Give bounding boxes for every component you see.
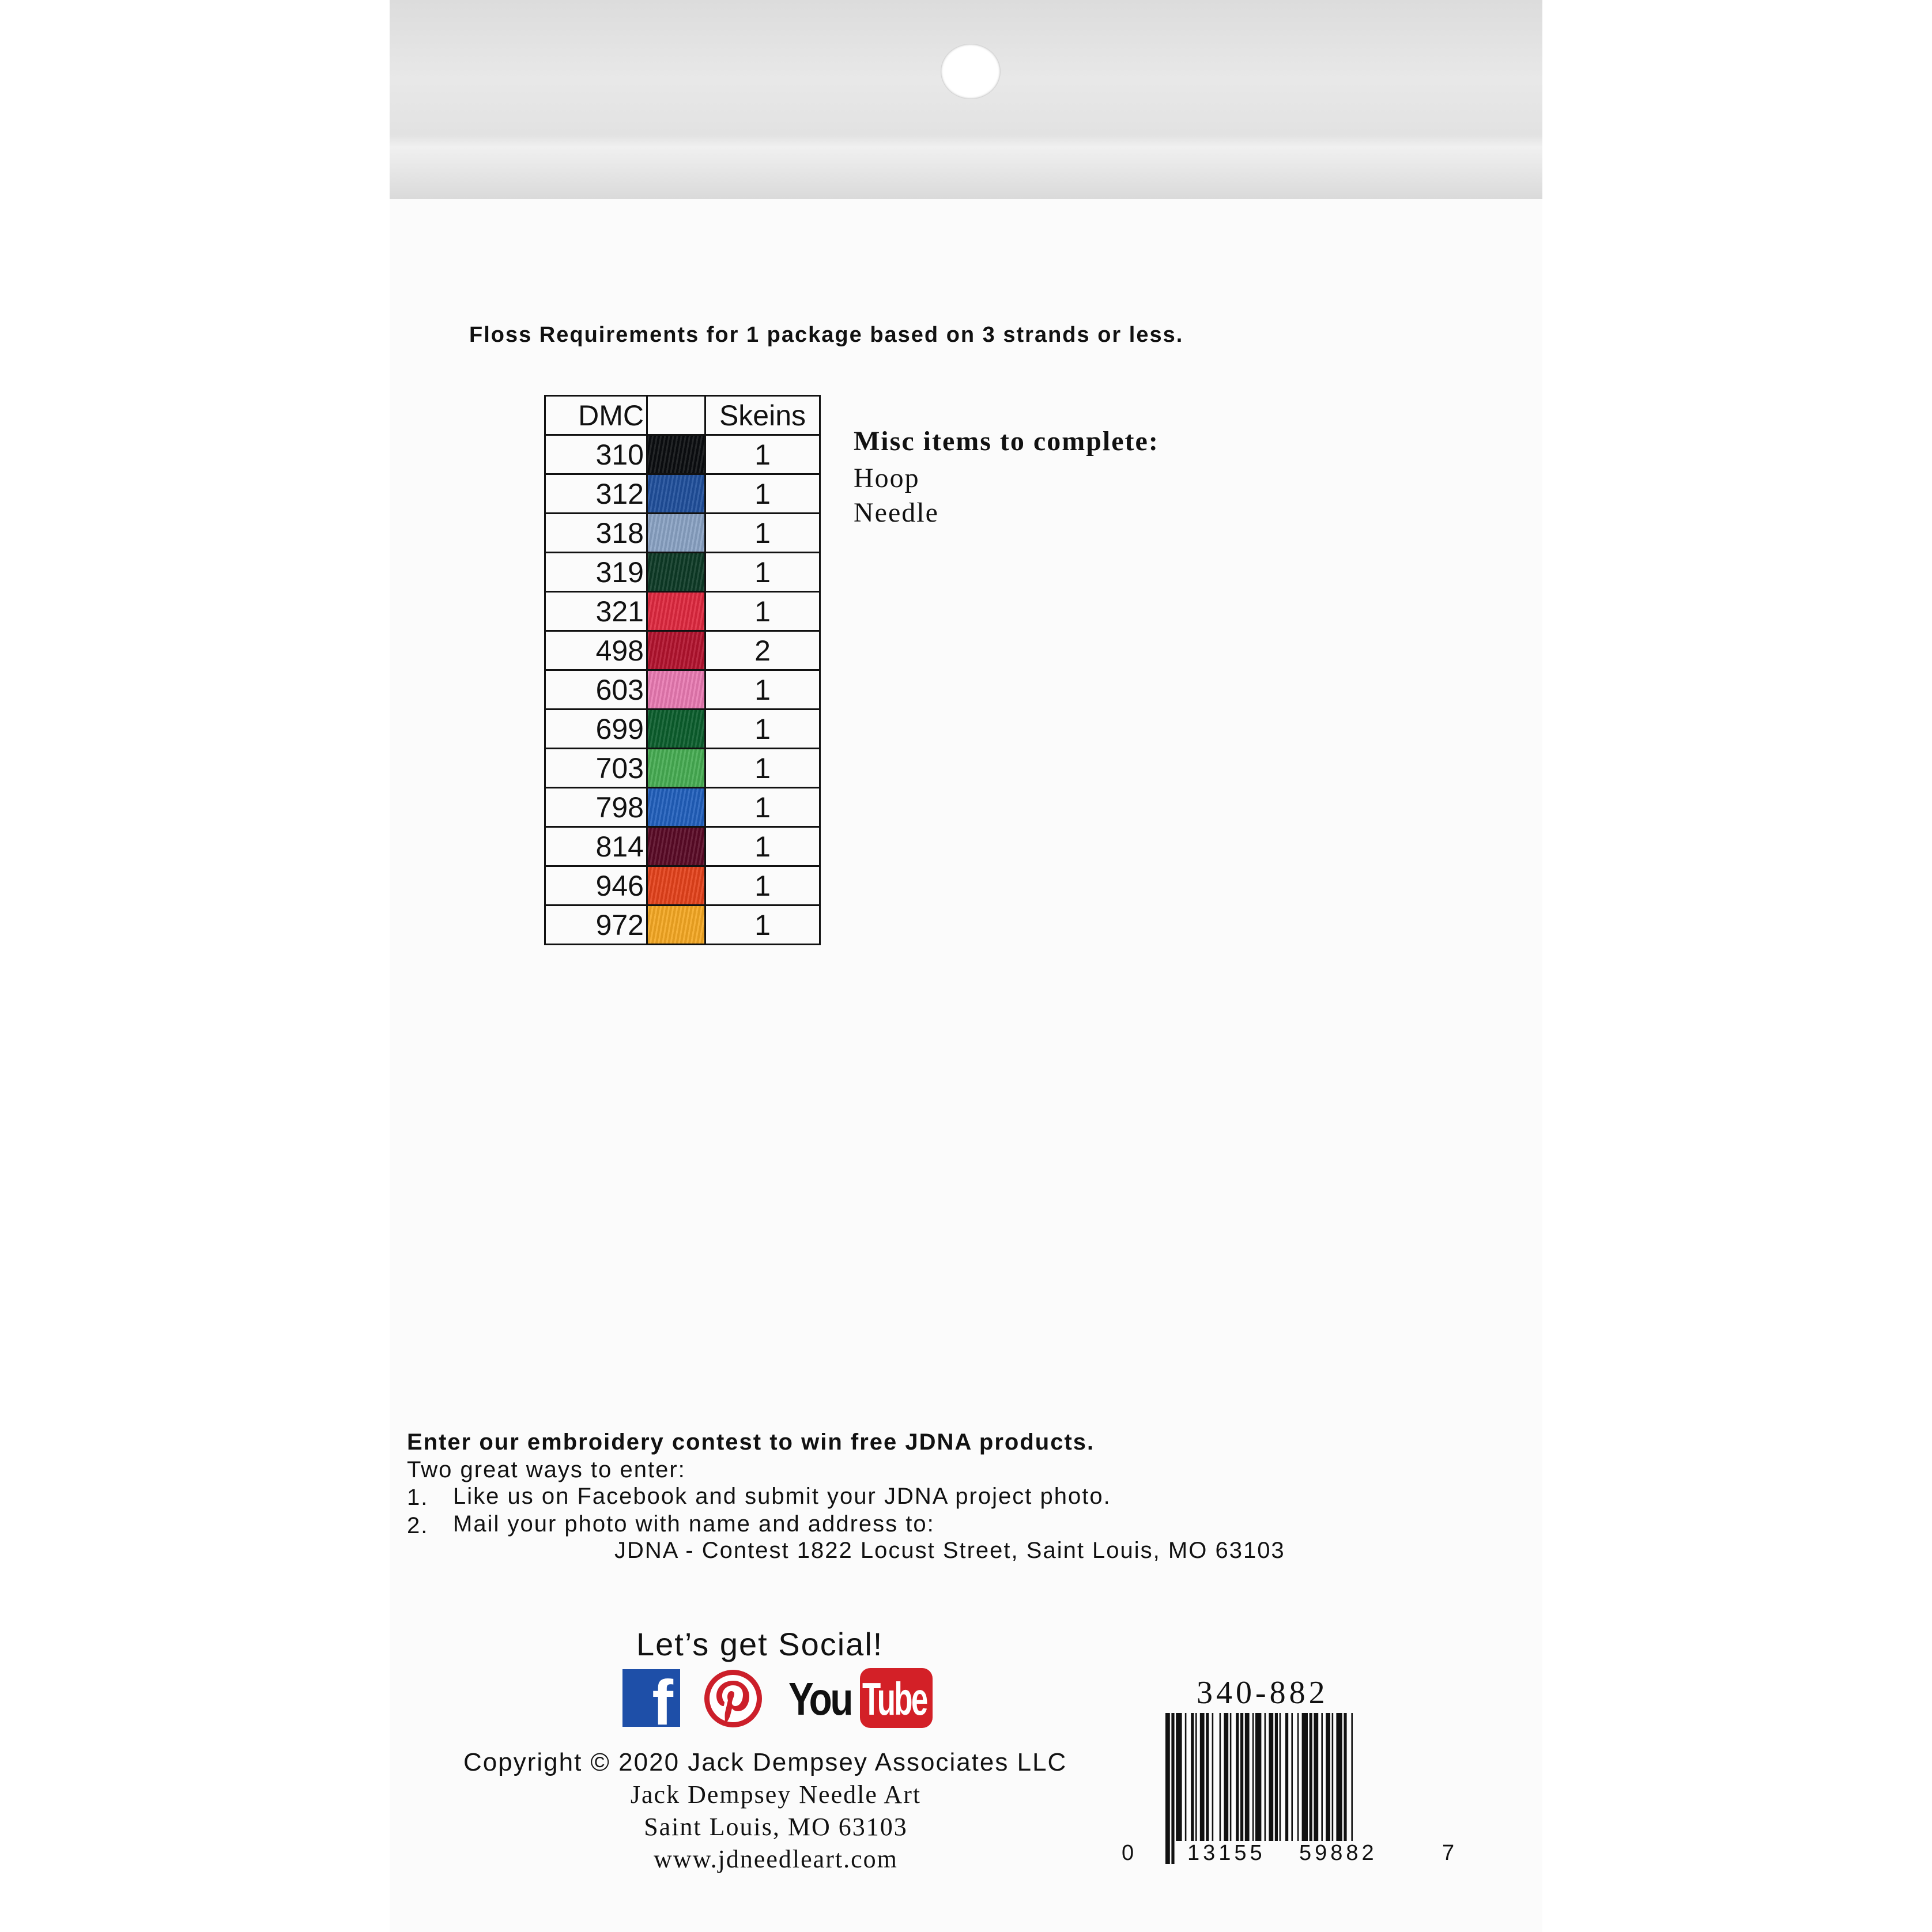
barcode-bar [1297, 1713, 1299, 1841]
skein-count: 1 [705, 710, 820, 749]
dmc-code: 972 [545, 905, 647, 945]
barcode-bar [1236, 1713, 1239, 1841]
hang-tab [390, 0, 1542, 199]
swatch-color [648, 710, 704, 748]
misc-item-hoop: Hoop [854, 463, 920, 493]
barcode-bar [1252, 1713, 1254, 1841]
floss-row [545, 827, 820, 866]
dmc-code: 699 [545, 710, 647, 749]
floss-swatch [647, 788, 705, 827]
swatch-color [648, 514, 704, 552]
barcode-bar [1195, 1713, 1197, 1841]
barcode-bar [1285, 1713, 1288, 1841]
contest-address: JDNA - Contest 1822 Locust Street, Saint Louis, MO 63103 [614, 1538, 1285, 1563]
swatch-color [648, 593, 704, 630]
youtube-you: You [788, 1673, 852, 1725]
floss-row [545, 592, 820, 631]
barcode-bar [1245, 1713, 1250, 1841]
skein-count: 1 [705, 592, 820, 631]
skein-count: 1 [705, 905, 820, 945]
floss-row [545, 866, 820, 905]
contest-step2: Mail your photo with name and address to: [453, 1511, 935, 1537]
floss-row [545, 710, 820, 749]
floss-row [545, 631, 820, 670]
contest-headline: Enter our embroidery contest to win free JDNA products. [407, 1429, 1095, 1455]
skein-count: 1 [705, 670, 820, 710]
contest-intro: Two great ways to enter: [407, 1457, 686, 1482]
barcode-bar [1291, 1713, 1293, 1841]
barcode-bar [1240, 1713, 1243, 1841]
swatch-color [648, 553, 704, 591]
dmc-code: 310 [545, 435, 647, 474]
barcode-bar [1191, 1713, 1194, 1841]
floss-swatch [647, 435, 705, 474]
barcode-bar [1321, 1713, 1323, 1841]
dmc-code: 603 [545, 670, 647, 710]
misc-title: Misc items to complete: [854, 426, 1159, 456]
swatch-color [648, 475, 704, 512]
floss-row [545, 788, 820, 827]
barcode-bar [1275, 1713, 1278, 1841]
floss-row [545, 905, 820, 945]
dmc-code: 321 [545, 592, 647, 631]
barcode-digits-right: 59882 [1297, 1841, 1380, 1866]
barcode-bar [1280, 1713, 1281, 1841]
skein-count: 1 [705, 553, 820, 592]
swatch-color [648, 671, 704, 708]
skeins-header: Skeins [705, 396, 820, 435]
swatch-color [648, 749, 704, 787]
floss-table [544, 395, 821, 945]
swatch-header [647, 396, 705, 435]
floss-header-row [545, 396, 820, 435]
barcode-bar [1314, 1713, 1318, 1841]
skein-count: 1 [705, 474, 820, 514]
floss-row [545, 749, 820, 788]
floss-swatch [647, 631, 705, 670]
floss-row [545, 553, 820, 592]
barcode-bar [1165, 1713, 1170, 1864]
sku-number: 340-882 [1197, 1675, 1329, 1711]
youtube-icon[interactable] [788, 1668, 933, 1728]
facebook-icon[interactable] [622, 1667, 680, 1738]
barcode-right-digit: 7 [1442, 1841, 1458, 1865]
swatch-color [648, 867, 704, 904]
barcode-bar [1176, 1713, 1182, 1841]
barcode-digits-left: 13155 [1185, 1841, 1268, 1866]
floss-row [545, 435, 820, 474]
hang-hole [941, 44, 1001, 99]
copyright: Copyright © 2020 Jack Dempsey Associates LLC [463, 1748, 1067, 1776]
barcode-bar [1171, 1713, 1174, 1864]
floss-row [545, 514, 820, 553]
swatch-color [648, 436, 704, 473]
floss-title: Floss Requirements for 1 package based on 3 strands or less. [469, 323, 1184, 347]
barcode-bar [1230, 1713, 1232, 1841]
skein-count: 1 [705, 749, 820, 788]
floss-swatch [647, 827, 705, 866]
pinterest-icon[interactable] [704, 1669, 763, 1728]
skein-count: 1 [705, 866, 820, 905]
barcode-bar [1212, 1713, 1214, 1841]
barcode-bar [1302, 1713, 1308, 1841]
dmc-code: 498 [545, 631, 647, 670]
barcode-bar [1332, 1713, 1334, 1841]
dmc-code: 814 [545, 827, 647, 866]
facebook-glyph: f [652, 1667, 673, 1738]
floss-swatch [647, 866, 705, 905]
dmc-code: 798 [545, 788, 647, 827]
company-name: Jack Dempsey Needle Art [630, 1780, 922, 1809]
contest-step1-number: 1. [407, 1485, 429, 1510]
company-website[interactable]: www.jdneedleart.com [654, 1845, 898, 1873]
contest-step1: Like us on Facebook and submit your JDNA project photo. [453, 1484, 1111, 1509]
floss-swatch [647, 670, 705, 710]
barcode-bar [1220, 1713, 1221, 1841]
barcode-bar [1336, 1713, 1342, 1841]
swatch-color [648, 828, 704, 865]
dmc-code: 319 [545, 553, 647, 592]
floss-swatch [647, 553, 705, 592]
skein-count: 1 [705, 514, 820, 553]
barcode-bar [1224, 1713, 1228, 1841]
package-card [390, 0, 1542, 1932]
swatch-color [648, 788, 704, 826]
barcode-bar [1310, 1713, 1312, 1841]
skein-count: 1 [705, 827, 820, 866]
skein-count: 1 [705, 435, 820, 474]
social-title: Let’s get Social! [636, 1626, 884, 1662]
floss-row [545, 474, 820, 514]
barcode-bar [1326, 1713, 1330, 1841]
dmc-header: DMC [545, 396, 647, 435]
company-city: Saint Louis, MO 63103 [644, 1813, 908, 1841]
misc-item-needle: Needle [854, 497, 939, 528]
floss-row [545, 670, 820, 710]
contest-step2-number: 2. [407, 1513, 429, 1538]
barcode-bar [1206, 1713, 1209, 1841]
dmc-code: 946 [545, 866, 647, 905]
dmc-code: 703 [545, 749, 647, 788]
skein-count: 1 [705, 788, 820, 827]
barcode [1122, 1713, 1458, 1865]
barcode-bar [1269, 1713, 1273, 1841]
dmc-code: 312 [545, 474, 647, 514]
swatch-color [648, 632, 704, 669]
barcode-bar [1344, 1713, 1346, 1841]
floss-swatch [647, 710, 705, 749]
floss-swatch [647, 592, 705, 631]
barcode-bar [1185, 1713, 1187, 1841]
floss-swatch [647, 474, 705, 514]
barcode-left-digit: 0 [1122, 1841, 1138, 1865]
floss-swatch [647, 905, 705, 945]
swatch-color [648, 906, 704, 944]
youtube-tube-box [860, 1668, 933, 1728]
floss-swatch [647, 749, 705, 788]
dmc-code: 318 [545, 514, 647, 553]
youtube-tube: Tube [862, 1673, 927, 1725]
floss-swatch [647, 514, 705, 553]
skein-count: 2 [705, 631, 820, 670]
barcode-bar [1200, 1713, 1205, 1841]
